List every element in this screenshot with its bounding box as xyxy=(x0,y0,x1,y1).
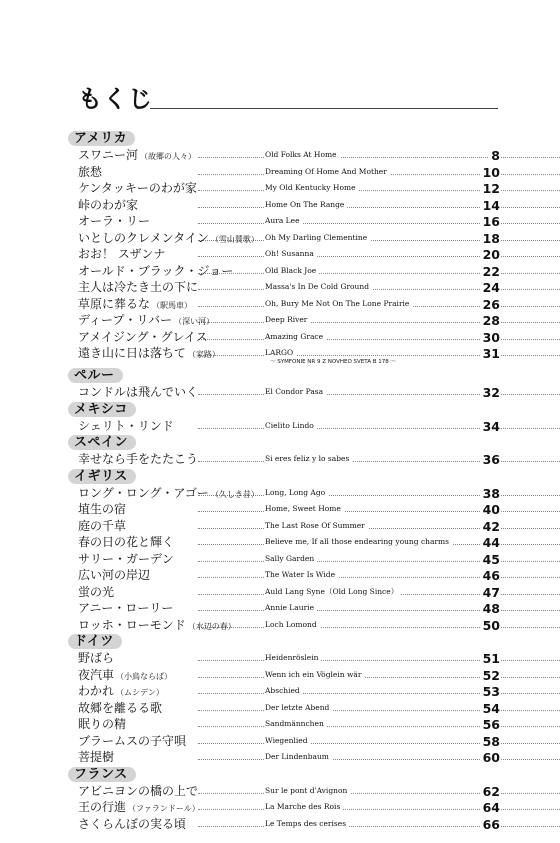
song-title-japanese xyxy=(78,700,162,716)
section-header xyxy=(68,401,500,418)
song-title-japanese xyxy=(78,418,174,434)
song-title-text: ケンタッキーのわが家 xyxy=(78,181,197,195)
page-number: 52 xyxy=(480,667,500,684)
section-label: フランス xyxy=(68,767,136,782)
section-label: ドイツ xyxy=(68,634,122,649)
song-title-original: Old Black Joe xyxy=(265,265,319,277)
dot-leader xyxy=(198,561,560,562)
dot-leader xyxy=(198,273,560,274)
song-title-original: Si eres feliz y lo sabes xyxy=(265,453,352,465)
song-title-text: 蛍の光 xyxy=(78,584,115,599)
song-title-text: アメイジング・グレイス xyxy=(78,329,208,344)
song-title-text: 旅愁 xyxy=(78,164,103,179)
toc-entry[interactable] xyxy=(68,329,500,346)
toc-entry[interactable] xyxy=(68,799,500,816)
song-title-japanese xyxy=(78,799,200,817)
toc-entry[interactable] xyxy=(68,716,500,733)
section-header xyxy=(68,766,500,783)
song-title-text: アニー・ローリー xyxy=(78,601,174,615)
page-number: 51 xyxy=(480,650,500,667)
song-alt-title: （駅馬車） xyxy=(152,300,193,310)
toc-entry[interactable] xyxy=(68,534,500,551)
toc-entry[interactable] xyxy=(68,567,500,584)
dot-leader xyxy=(198,157,560,158)
song-title-japanese xyxy=(78,279,198,295)
toc-entry[interactable] xyxy=(68,700,500,717)
dot-leader xyxy=(198,826,560,827)
section-header xyxy=(68,468,500,485)
song-title-original: Dreaming Of Home And Mother xyxy=(265,166,390,178)
song-title-original: Loch Lomond xyxy=(265,619,320,631)
page-number: 32 xyxy=(480,384,500,401)
song-title-japanese xyxy=(78,296,192,314)
dot-leader xyxy=(198,577,560,578)
toc-entry[interactable] xyxy=(68,213,500,230)
page-number: 12 xyxy=(480,180,500,197)
page-number: 36 xyxy=(480,451,500,468)
toc-entry[interactable] xyxy=(68,164,500,181)
toc-entry[interactable] xyxy=(68,279,500,296)
song-title-japanese xyxy=(78,246,165,262)
song-title-japanese xyxy=(78,451,198,467)
dot-leader xyxy=(198,677,560,678)
song-title-text: 広い河の岸辺 xyxy=(78,568,151,582)
dot-leader xyxy=(198,627,560,628)
song-alt-title: （小鳥ならば） xyxy=(116,671,173,681)
song-title-text: 春の日の花と輝く xyxy=(78,535,175,549)
song-title-text: 幸せなら手をたたこう xyxy=(78,452,199,466)
toc-entry[interactable] xyxy=(68,584,500,601)
song-title-japanese xyxy=(78,230,259,248)
section-label: アメリカ xyxy=(68,131,135,146)
song-title-text: 菩提樹 xyxy=(78,750,115,764)
song-title-japanese xyxy=(78,263,233,279)
song-title-text: シェリト・リンド xyxy=(78,418,174,433)
song-title-text: ロッホ・ローモンド xyxy=(78,617,186,632)
song-title-text: 王の行進 xyxy=(78,800,127,814)
song-title-original: El Condor Pasa xyxy=(265,386,326,398)
song-title-original: Sally Garden xyxy=(265,553,317,565)
page-number: 60 xyxy=(480,749,500,766)
section-label: スペイン xyxy=(68,435,136,450)
song-title-text: コンドルは飛んでいく xyxy=(78,385,199,399)
song-title-japanese xyxy=(78,816,186,832)
dot-leader xyxy=(198,528,560,529)
song-title-text: 夜汽車 xyxy=(78,667,115,682)
song-title-japanese xyxy=(78,485,259,503)
song-title-original: LARGO xyxy=(265,347,296,359)
song-title-original: Sur le pont d'Avignon xyxy=(265,785,350,797)
song-title-original: Oh, Bury Me Not On The Lone Prairie xyxy=(265,298,412,310)
toc-entry[interactable] xyxy=(68,451,500,468)
song-alt-title: （深い河） xyxy=(174,317,215,326)
dot-leader xyxy=(198,693,560,694)
page-number: 28 xyxy=(480,312,500,329)
song-title-original: Long, Long Ago xyxy=(265,487,328,499)
song-title-text: スワニー河 xyxy=(78,148,139,162)
page-number: 30 xyxy=(480,329,500,346)
toc-entry[interactable] xyxy=(68,147,500,164)
song-title-text: 遠き山に日は落ちて xyxy=(78,346,186,360)
song-alt-title: （水辺の春） xyxy=(187,621,236,631)
page-number: 54 xyxy=(480,700,500,717)
song-title-original: Wiegenlied xyxy=(265,735,311,747)
dot-leader xyxy=(198,428,560,429)
song-title-original: Der letzte Abend xyxy=(265,702,332,714)
song-title-text: 庭の千草 xyxy=(78,518,127,533)
table-of-contents xyxy=(68,130,500,832)
page-number: 48 xyxy=(480,600,500,617)
song-title-japanese xyxy=(78,213,150,229)
song-title-original: Deep River xyxy=(265,314,310,326)
page-number: 58 xyxy=(480,733,500,750)
song-title-text: サリー・ガーデン xyxy=(78,551,174,566)
toc-entry[interactable] xyxy=(68,683,500,700)
toc-entry[interactable] xyxy=(68,485,500,502)
page-number: 47 xyxy=(480,584,500,601)
page-number: 22 xyxy=(480,263,500,280)
toc-entry[interactable] xyxy=(68,246,500,263)
page-number: 44 xyxy=(480,534,500,551)
dot-leader xyxy=(198,511,560,512)
dot-leader xyxy=(198,339,560,340)
toc-entry[interactable] xyxy=(68,816,500,833)
song-title-original: Oh My Darling Clementine xyxy=(265,232,370,244)
song-title-original: Home On The Range xyxy=(265,199,347,211)
section-header xyxy=(68,434,500,451)
song-title-original: Amazing Grace xyxy=(265,331,326,343)
song-title-japanese xyxy=(78,518,126,534)
page-number: 16 xyxy=(480,213,500,230)
dot-leader xyxy=(198,726,560,727)
song-title-original: Cielito Lindo xyxy=(265,420,317,432)
song-title-text: ロング・ロング・アゴー xyxy=(78,485,209,500)
song-title-japanese xyxy=(78,783,198,799)
song-title-text: ディープ・リバー xyxy=(78,313,173,327)
song-title-original: Abschied xyxy=(265,685,303,697)
song-title-text: アビニヨンの橋の上で xyxy=(78,783,199,798)
song-title-japanese xyxy=(78,567,150,583)
song-alt-title: （ムシデン） xyxy=(116,688,164,697)
song-title-japanese xyxy=(78,617,236,635)
page-number: 8 xyxy=(488,147,500,164)
song-title-text: オーラ・リー xyxy=(78,214,151,228)
song-title-japanese xyxy=(78,683,164,701)
page-number: 50 xyxy=(480,617,500,634)
song-title-japanese xyxy=(78,733,186,749)
toc-entry[interactable] xyxy=(68,312,500,329)
song-title-japanese xyxy=(78,501,126,517)
section-header xyxy=(68,130,500,147)
song-alt-title: （雪山賛歌） xyxy=(210,234,259,244)
song-title-japanese xyxy=(78,534,174,550)
dot-leader xyxy=(198,394,560,395)
page-number: 38 xyxy=(480,485,500,502)
song-title-japanese xyxy=(78,180,197,196)
dot-leader xyxy=(198,809,560,810)
dot-leader xyxy=(198,256,560,257)
dot-leader xyxy=(198,289,560,290)
page-number: 46 xyxy=(480,567,500,584)
song-title-original: Massa's In De Cold Ground xyxy=(265,281,372,293)
toc-entry[interactable] xyxy=(68,384,500,401)
page-number: 42 xyxy=(480,518,500,535)
song-title-japanese xyxy=(78,749,114,765)
song-title-original: The Last Rose Of Summer xyxy=(265,520,368,532)
song-title-text: オールド・ブラック・ジョー xyxy=(78,263,234,278)
song-title-text: 主人は冷たき土の下に xyxy=(78,280,199,294)
toc-entry[interactable] xyxy=(68,197,500,214)
song-subtitle: ～ SYMFONIE NR 9 Z NOVHEO SVETA B 178 ～ xyxy=(270,359,396,365)
section-label: イギリス xyxy=(68,469,136,484)
song-title-text: 野ばら xyxy=(78,651,115,665)
toc-entry[interactable] xyxy=(68,345,500,367)
dot-leader xyxy=(198,759,560,760)
song-title-original: Oh! Susanna xyxy=(265,248,317,260)
dot-leader xyxy=(198,207,560,208)
song-alt-title: （故郷の人々） xyxy=(140,152,197,161)
page-number: 45 xyxy=(480,551,500,568)
page-number: 10 xyxy=(480,164,500,181)
song-title-original: Der Lindenbaum xyxy=(265,751,332,763)
page-title: もくじ xyxy=(78,85,153,113)
section-header xyxy=(68,633,500,650)
song-title-original: Annie Laurie xyxy=(265,602,317,614)
page-number: 31 xyxy=(480,345,500,362)
toc-entry[interactable] xyxy=(68,650,500,667)
toc-entry[interactable] xyxy=(68,180,500,197)
page-number: 40 xyxy=(480,501,500,518)
page-number: 53 xyxy=(480,683,500,700)
song-title-text: 故郷を離るる歌 xyxy=(78,700,163,715)
song-title-japanese xyxy=(78,584,114,600)
song-title-original: Aura Lee xyxy=(265,215,303,227)
song-title-japanese xyxy=(78,345,220,363)
dot-leader xyxy=(198,710,560,711)
page-header xyxy=(78,84,498,114)
song-title-japanese xyxy=(78,650,114,666)
song-alt-title: （久しき昔） xyxy=(210,489,259,499)
song-title-text: ブラームスの子守唄 xyxy=(78,733,187,748)
page-number: 14 xyxy=(480,197,500,214)
song-title-japanese xyxy=(78,551,174,567)
song-title-original: Wenn ich ein Vöglein wär xyxy=(265,669,364,681)
song-title-original: Home, Sweet Home xyxy=(265,503,344,515)
song-title-original: Le Temps des cerises xyxy=(265,818,349,830)
song-alt-title: （ファランドール） xyxy=(128,804,200,813)
section-header xyxy=(68,367,500,384)
song-title-text: おお！ スザンナ xyxy=(78,247,166,261)
song-title-text: 峠のわが家 xyxy=(78,197,139,212)
page-number: 66 xyxy=(480,816,500,833)
song-title-japanese xyxy=(78,600,173,616)
page-number: 26 xyxy=(480,296,500,313)
toc-entry[interactable] xyxy=(68,783,500,800)
song-title-original: Heidenröslein xyxy=(265,652,321,664)
song-title-japanese xyxy=(78,329,208,345)
song-title-text: いとしのクレメンタイン xyxy=(78,230,209,245)
toc-entry[interactable] xyxy=(68,230,500,247)
song-title-text: 眠りの精 xyxy=(78,717,127,731)
song-title-text: さくらんぼの実る頃 xyxy=(78,816,187,831)
dot-leader xyxy=(198,743,560,744)
page-number: 56 xyxy=(480,716,500,733)
song-title-original: My Old Kentucky Home xyxy=(265,182,359,194)
page-number: 62 xyxy=(480,783,500,800)
toc-entry[interactable] xyxy=(68,501,500,518)
song-alt-title: （家路） xyxy=(187,350,220,359)
toc-entry[interactable] xyxy=(68,518,500,535)
song-title-original: Auld Lang Syne（Old Long Since） xyxy=(265,586,401,598)
song-title-text: わかれ xyxy=(78,684,115,698)
toc-entry[interactable] xyxy=(68,617,500,634)
song-title-text: 草原に葬るな xyxy=(78,296,151,311)
song-title-original: La Marche des Rois xyxy=(265,801,343,813)
song-title-original: Believe me, If all those endearing young charms xyxy=(265,536,452,548)
dot-leader xyxy=(198,190,560,191)
song-title-text: 埴生の宿 xyxy=(78,502,127,516)
toc-entry[interactable] xyxy=(68,749,500,766)
page-number: 34 xyxy=(480,418,500,435)
song-title-original: Old Folks At Home xyxy=(265,149,340,161)
toc-entry[interactable] xyxy=(68,733,500,750)
song-title-japanese xyxy=(78,164,102,180)
page-number: 18 xyxy=(480,230,500,247)
toc-entry[interactable] xyxy=(68,600,500,617)
song-title-japanese xyxy=(78,197,138,213)
page-number: 64 xyxy=(480,799,500,816)
page-number: 24 xyxy=(480,279,500,296)
toc-entry[interactable] xyxy=(68,296,500,313)
dot-leader xyxy=(198,322,560,323)
song-title-japanese xyxy=(78,667,172,685)
toc-entry[interactable] xyxy=(68,667,500,684)
dot-leader xyxy=(198,461,560,462)
dot-leader xyxy=(198,610,560,611)
dot-leader xyxy=(198,355,560,356)
dot-leader xyxy=(198,793,560,794)
toc-entry[interactable] xyxy=(68,418,500,435)
song-title-japanese xyxy=(78,384,198,400)
section-label: メキシコ xyxy=(68,402,136,417)
title-underline xyxy=(150,108,498,109)
toc-entry[interactable] xyxy=(68,263,500,280)
section-label: ペルー xyxy=(68,368,123,383)
page-number: 20 xyxy=(480,246,500,263)
song-title-japanese xyxy=(78,147,196,165)
dot-leader xyxy=(198,660,560,661)
song-title-japanese xyxy=(78,716,126,732)
song-title-original: The Water Is Wide xyxy=(265,569,338,581)
song-title-original: Sandmännchen xyxy=(265,718,327,730)
song-title-japanese xyxy=(78,312,214,330)
dot-leader xyxy=(198,223,560,224)
toc-entry[interactable] xyxy=(68,551,500,568)
